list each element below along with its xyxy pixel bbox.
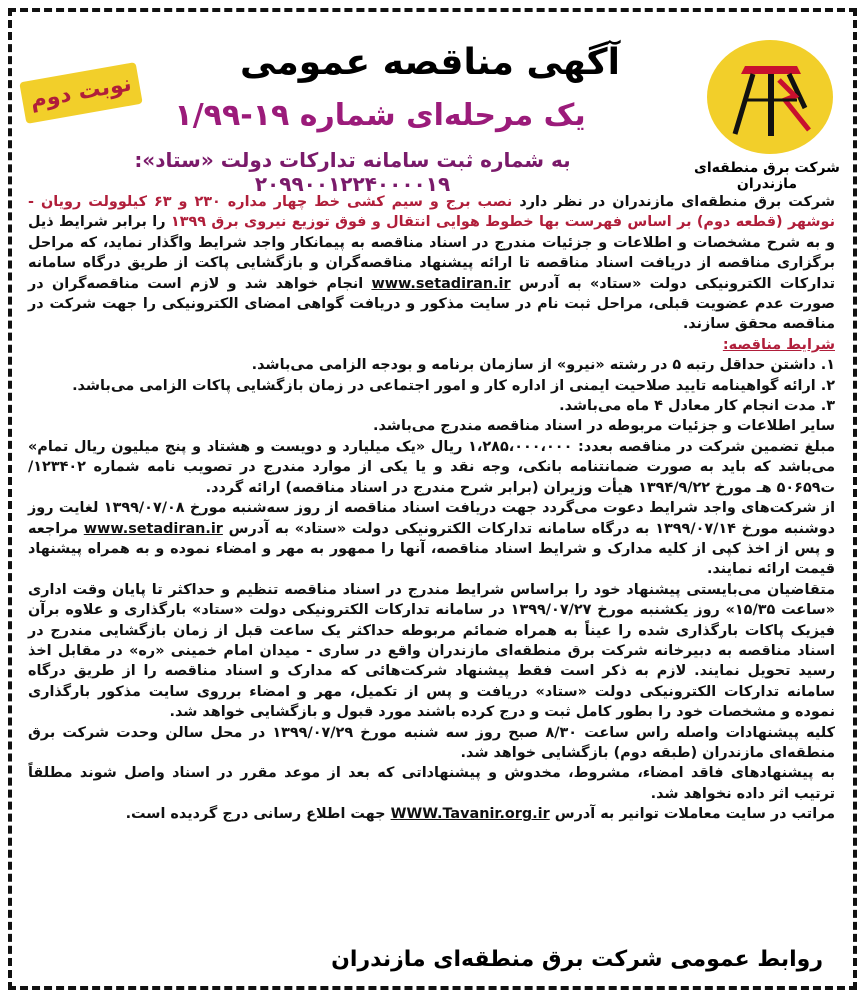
notice-body xyxy=(28,192,835,825)
submission-paragraph: متقاضیان می‌بایستی پیشنهاد خود را براساس شرایط مندرج در اسناد مناقصه تنظیم و حداکثر تا پایان وقت اداری «ساعت ۱۵/۳۵» روز یکشنبه مورخ ۱۳۹۹/۰۷/۲۷ در سامانه تدارکات الکترونیکی دولت «ستاد» بارگذاری و علاوه برآن فیزیک پاکات بارگذاری شده را عیناً به همراه ضمائم مربوطه حداکثر یک ساعت قبل از زمان بازگشایی مندرج در اسناد مناقصه به دبیرخانه شرکت برق منطقه‌ای مازندران واقع در ساری - میدان امام خمینی «ره» در مقابل اخذ رسید تحویل نمایند. لازم به ذکر است فقط پیشنهاد شرکت‌هائی که مدارک و اسناد مناقصه را از طریق درگاه سامانه تدارکات الکترونیکی دولت «ستاد» دریافت و پس از تکمیل، مهر و امضاء برروی سایت مذکور بارگذاری نموده و مشخصات خود را بطور کامل ثبت و درج کرده باشند مورد قبول و بازگشایی خواهد شد. xyxy=(28,581,835,721)
tender-number: یک مرحله‌ای شماره ۱۹-۱/۹۹ xyxy=(174,98,586,133)
conditions-heading: شرایط مناقصه: xyxy=(722,336,835,353)
electricity-company-logo-icon xyxy=(705,38,835,156)
tavanir-link[interactable]: WWW.Tavanir.org.ir xyxy=(390,806,550,823)
round-badge: نوبت دوم xyxy=(19,62,143,124)
tavanir-paragraph: مراتب در سایت معاملات توانیر به آدرس WWW.Tavanir.org.ir جهت اطلاع رسانی درج گردیده است. xyxy=(125,806,835,823)
setadiran-link[interactable]: www.setadiran.ir xyxy=(371,275,511,292)
registration-number: به شماره ثبت سامانه تدارکات دولت «ستاد»: ۲۰۹۹۰۰۱۲۲۴۰۰۰۰۱۹ xyxy=(134,148,571,196)
condition-item: ۱. داشتن حداقل رتبه ۵ در رشته «نیرو» از سازمان برنامه و بودجه الزامی می‌باشد. xyxy=(251,357,835,374)
setadiran-link[interactable]: www.setadiran.ir xyxy=(83,520,223,537)
condition-item: ۲. ارائه گواهینامه تایید صلاحیت ایمنی از اداره کار و امور اجتماعی در زمان بازگشایی پاکات الزامی می‌باشد. xyxy=(72,377,835,394)
opening-paragraph: کلیه پیشنهادات واصله راس ساعت ۸/۳۰ صبح روز سه شنبه مورخ ۱۳۹۹/۰۷/۲۹ در محل سالن وحدت شرکت برق منطقه‌ای مازندران (طبقه دوم) بازگشایی خواهد شد. xyxy=(28,724,835,761)
public-relations-signature: روابط عمومی شرکت برق منطقه‌ای مازندران xyxy=(331,947,823,972)
condition-item: ۳. مدت انجام کار معادل ۴ ماه می‌باشد. xyxy=(559,398,835,415)
notice-title: آگهی مناقصه عمومی xyxy=(240,42,620,83)
company-name: شرکت برق منطقه‌ای مازندران xyxy=(694,160,840,192)
intro-paragraph: شرکت برق منطقه‌ای مازندران در نظر دارد نصب برج و سیم کشی خط چهار مداره ۲۳۰ و ۶۳ کیلوولت رویان - نوشهر (قطعه دوم) بر اساس فهرست بها خطوط هوایی انتقال و فوق توزیع نیروی برق ۱۳۹۹ را برابر شرایط ذیل و به شرح مشخصات و اطلاعات و جزئیات مندرج در اسناد مناقصه به پیمانکار واجد شرایط واگذار نماید، که مراحل برگزاری مناقصه از دریافت اسناد مناقصه تا ارائه پیشنهاد مناقصه‌گران و بازگشایی پاکت از طریق درگاه سامانه تدارکات الکترونیکی دولت «ستاد» به آدرس www.setadiran.ir انجام خواهد شد و لازم است مناقصه‌گران در صورت عدم عضویت قبلی، مراحل ثبت نام در سایت مذکور و دریافت گواهی امضای الکترونیکی را جهت شرکت در مناقصه محقق سازند. xyxy=(28,194,836,333)
other-info: سایر اطلاعات و جزئیات مربوطه در اسناد مناقصه مندرج می‌باشد. xyxy=(373,418,835,435)
guarantee-paragraph: مبلغ تضمین شرکت در مناقصه بعدد: ۱،۲۸۵،۰۰۰،۰۰۰ ریال «یک میلیارد و دویست و هشتاد و پنج میلیون ریال تمام» می‌باشد که باید به صورت ضمانتنامه بانکی، وجه نقد و یا یکی از موارد مندرج در تصویب نامه شماره ۱۲۳۴۰۲/ت۵۰۶۵۹ هـ مورخ ۱۳۹۴/۹/۲۲ هیأت وزیران (برابر شرح مندرج در اسناد مناقصه) ارائه گردد. xyxy=(28,438,835,496)
invitation-paragraph: از شرکت‌های واجد شرایط دعوت می‌گردد جهت دریافت اسناد مناقصه از روز سه‌شنبه مورخ ۱۳۹۹/۰۷/۰۸ لغایت روز دوشنبه مورخ ۱۳۹۹/۰۷/۱۴ به درگاه سامانه تدارکات الکترونیکی دولت «ستاد» به آدرس www.setadiran.ir مراجعه و پس از اخذ کپی از کلیه مدارک و شرایط اسناد مناقصه، آنها را ممهور به مهر و امضاء نموده و به همراه پیشنهاد قیمت ارائه نمایند. xyxy=(28,500,835,578)
invalid-offers-paragraph: به پیشنهادهای فاقد امضاء، مشروط، مخدوش و پیشنهاداتی که بعد از موعد مقرر در اسناد واصل شوند مطلقاً ترتیب اثر داده نخواهد شد. xyxy=(28,765,835,802)
project-description: نصب برج و سیم کشی خط چهار مداره ۲۳۰ و ۶۳ کیلوولت رویان - نوشهر (قطعه دوم) بر اساس فهرست بها خطوط هوایی انتقال و فوق توزیع نیروی برق ۱۳۹۹ xyxy=(28,194,835,231)
